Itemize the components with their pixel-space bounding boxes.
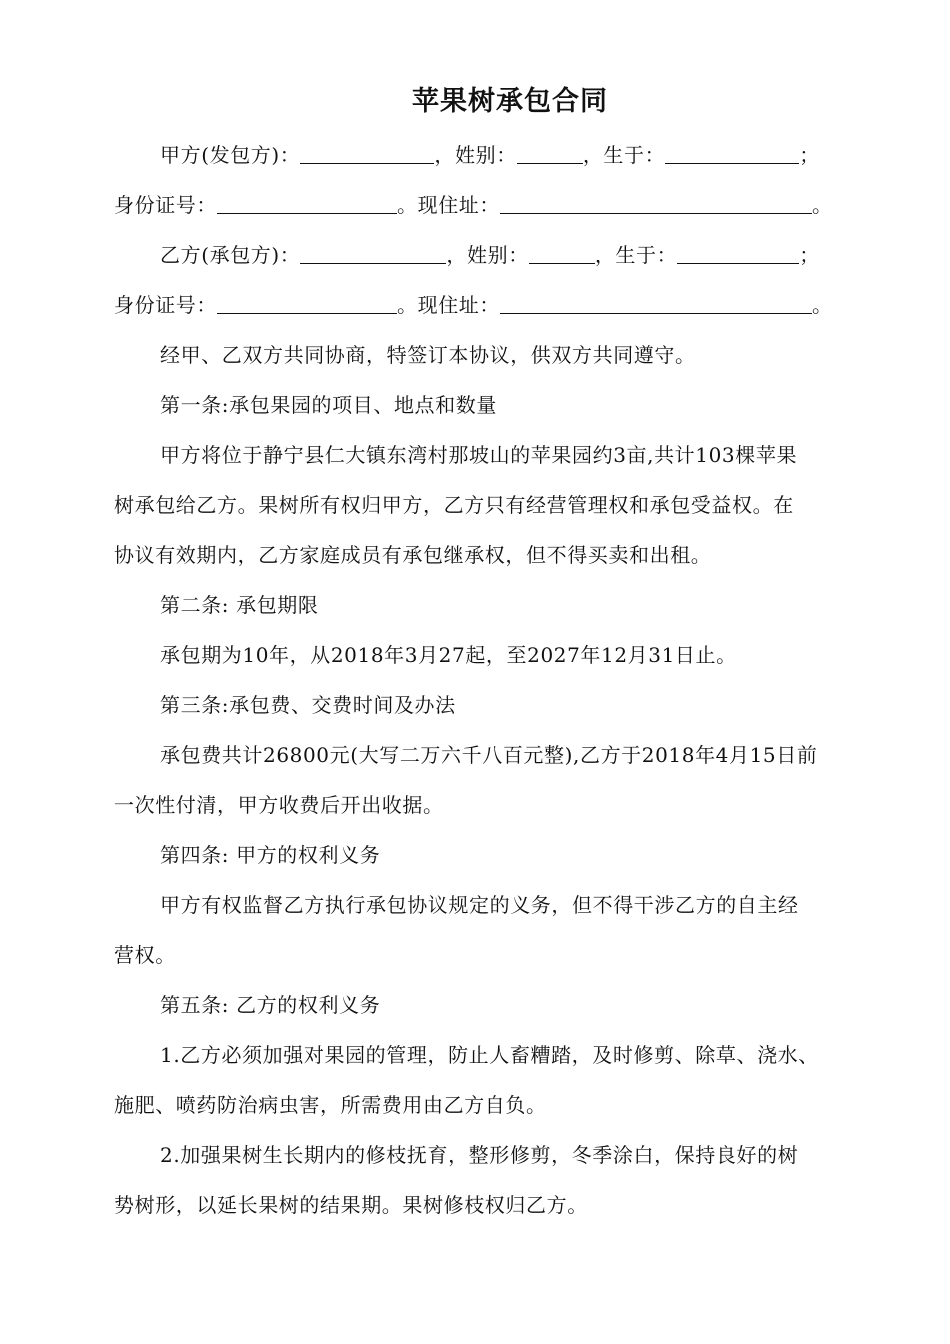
article-3-heading: 第三条:承包费、交费时间及办法 (160, 693, 456, 717)
party-b-birth-blank[interactable] (677, 241, 799, 264)
party-b-line (160, 240, 820, 270)
article-4-heading: 第四条: 甲方的权利义务 (160, 843, 381, 867)
article-1-text-line-1: 甲方将位于静宁县仁大镇东湾村那坡山的苹果园约3亩,共计103棵苹果 (160, 443, 798, 467)
article-2-heading: 第二条: 承包期限 (160, 593, 319, 617)
party-a-address-label: 。现住址： (397, 193, 500, 217)
party-b-name-blank[interactable] (300, 241, 446, 264)
party-a-gender-label: ，姓别： (434, 143, 517, 167)
article-2-text: 承包期为10年，从2018年3月27起，至2027年12月31日止。 (160, 643, 737, 667)
party-b-address-blank[interactable] (500, 291, 812, 314)
party-a-name-blank[interactable] (300, 141, 434, 164)
party-b-id-end-mark: 。 (812, 293, 833, 317)
party-a-id-label: 身份证号： (114, 193, 217, 217)
party-b-id-blank[interactable] (217, 291, 397, 314)
article-5-item-1-line-1: 1.乙方必须加强对果园的管理，防止人畜糟踏，及时修剪、除草、浇水、 (160, 1043, 819, 1067)
article-4-text-line-2: 营权。 (114, 943, 176, 967)
party-b-address-label: 。现住址： (397, 293, 500, 317)
article-3-text-line-1: 承包费共计26800元(大写二万六千八百元整),乙方于2018年4月15日前 (160, 743, 818, 767)
party-a-label: 甲方(发包方)： (160, 143, 301, 167)
article-1-text-line-2: 树承包给乙方。果树所有权归甲方，乙方只有经营管理权和承包受益权。在 (114, 493, 794, 517)
article-5-item-2-line-1: 2.加强果树生长期内的修枝抚育，整形修剪，冬季涂白，保持良好的树 (160, 1143, 799, 1167)
party-a-gender-blank[interactable] (517, 141, 583, 164)
party-a-address-blank[interactable] (500, 191, 812, 214)
article-1-text-line-3: 协议有效期内，乙方家庭成员有承包继承权，但不得买卖和出租。 (114, 543, 712, 567)
document-title: 苹果树承包合同 (412, 86, 608, 117)
party-a-end-mark: ； (799, 143, 820, 167)
article-5-heading: 第五条: 乙方的权利义务 (160, 993, 381, 1017)
party-b-label: 乙方(承包方)： (160, 243, 301, 267)
article-4-text-line-1: 甲方有权监督乙方执行承包协议规定的义务，但不得干涉乙方的自主经 (160, 893, 799, 917)
party-b-birth-label: ，生于： (594, 243, 678, 267)
party-a-id-line (114, 190, 833, 220)
party-b-gender-label: ，姓别： (446, 243, 529, 267)
party-a-birth-label: ，生于： (582, 143, 666, 167)
article-1-heading: 第一条:承包果园的项目、地点和数量 (160, 393, 497, 417)
agreement-intro: 经甲、乙双方共同协商，特签订本协议，供双方共同遵守。 (160, 343, 696, 367)
party-b-id-line (114, 290, 833, 320)
article-3-text-line-2: 一次性付清，甲方收费后开出收据。 (114, 793, 444, 817)
party-a-line (160, 140, 820, 170)
party-b-gender-blank[interactable] (529, 241, 595, 264)
article-5-item-2-line-2: 势树形，以延长果树的结果期。果树修枝权归乙方。 (114, 1193, 588, 1217)
article-5-item-1-line-2: 施肥、喷药防治病虫害，所需费用由乙方自负。 (114, 1093, 547, 1117)
party-a-id-end-mark: 。 (812, 193, 833, 217)
party-b-end-mark: ； (799, 243, 820, 267)
party-a-id-blank[interactable] (217, 191, 397, 214)
party-a-birth-blank[interactable] (665, 141, 799, 164)
party-b-id-label: 身份证号： (114, 293, 217, 317)
